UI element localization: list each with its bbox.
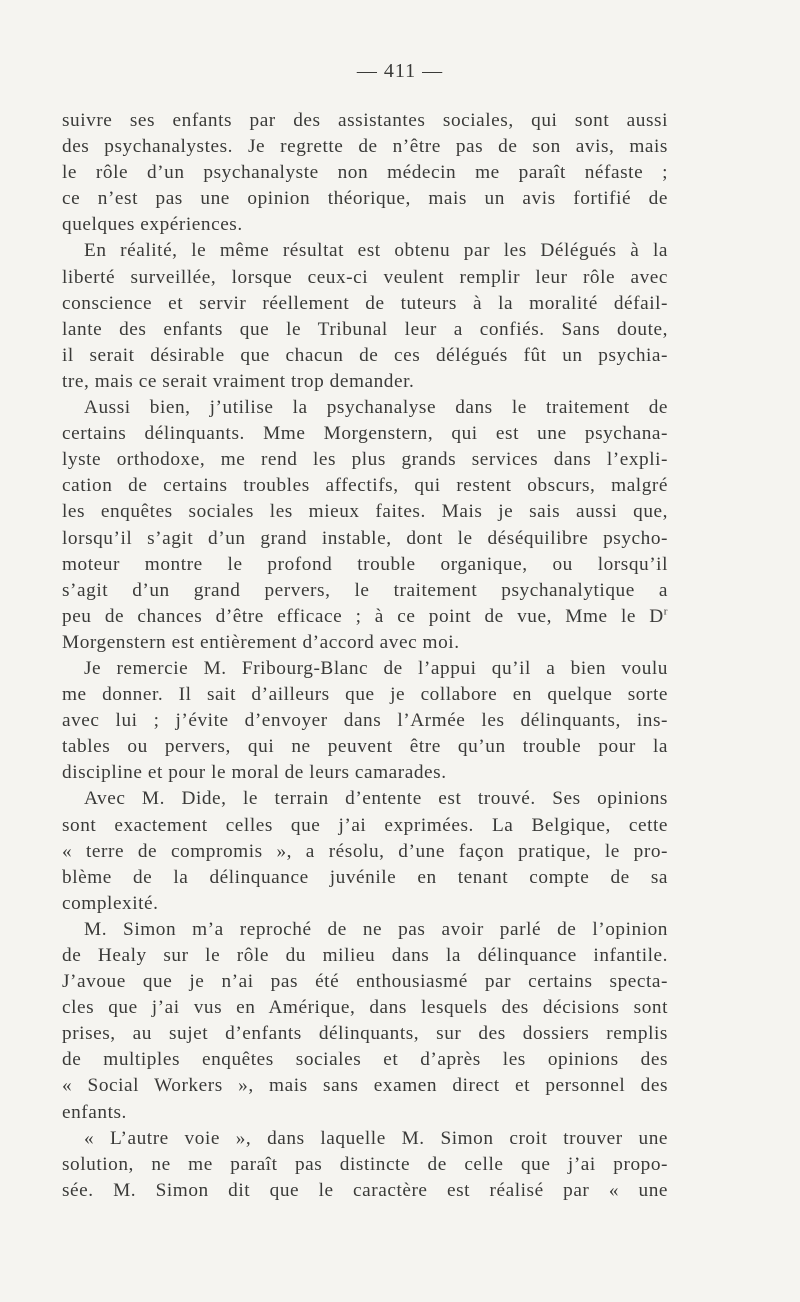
text-line-content: lyste orthodoxe, me rend les plus grands services dans l’expli- — [62, 449, 668, 471]
text-line — [62, 343, 668, 369]
text-line-content: quelques expériences. — [62, 214, 243, 236]
text-line — [62, 1021, 668, 1047]
text-line — [62, 786, 668, 812]
text-line-content: de Healy sur le rôle du milieu dans la délinquance infantile. — [62, 945, 668, 966]
text-line — [62, 604, 668, 630]
text-line — [62, 708, 668, 734]
text-line — [62, 108, 668, 134]
text-line — [62, 1126, 668, 1152]
text-line — [62, 734, 668, 760]
text-line-content: M. Simon m’a reproché de ne pas avoir parlé de l’opinion — [84, 918, 668, 940]
text-line-content: s’agit d’un grand pervers, le traitement psychanalytique a — [62, 579, 668, 601]
text-line — [62, 212, 668, 238]
text-line-content: sée. M. Simon dit que le caractère est réalisé par « une — [62, 1179, 668, 1201]
text-line — [62, 317, 668, 343]
text-line — [62, 369, 668, 395]
text-line-content: Avec M. Dide, le terrain d’entente est trouvé. Ses opinions — [84, 788, 668, 810]
text-line-content: peu de chances d’être efficace ; à ce point de vue, Mme le D — [62, 605, 664, 627]
text-line — [62, 291, 668, 317]
text-line-content: En réalité, le même résultat est obtenu par les Délégués à la — [84, 240, 668, 262]
text-line-content: cles que j’ai vus en Amérique, dans lesquels des décisions sont — [62, 997, 668, 1019]
text-line — [62, 813, 668, 839]
text-line — [62, 447, 668, 473]
text-line-content: moteur montre le profond trouble organique, ou lorsqu’il — [62, 553, 668, 575]
text-line-content: « terre de compromis », a résolu, d’une façon pratique, le pro- — [62, 840, 668, 862]
text-line — [62, 943, 668, 969]
text-line-content: solution, ne me paraît pas distincte de celle que j’ai propo- — [62, 1153, 668, 1175]
text-line-content: lante des enfants que le Tribunal leur a confiés. Sans doute, — [62, 318, 668, 340]
text-line-content: Morgenstern est entièrement d’accord avec moi. — [62, 631, 460, 653]
text-line — [62, 630, 668, 656]
text-line-content: enfants. — [62, 1101, 127, 1123]
text-line — [62, 134, 668, 160]
text-line-content: lorsqu’il s’agit d’un grand instable, dont le déséquilibre psycho- — [62, 527, 668, 549]
text-line-content: ce n’est pas une opinion théorique, mais un avis fortifié de — [62, 188, 668, 210]
text-line — [62, 499, 668, 525]
text-line — [62, 1047, 668, 1073]
text-line — [62, 969, 668, 995]
text-line — [62, 839, 668, 865]
text-line-content: blème de la délinquance juvénile en tenant compte de sa — [62, 866, 668, 888]
text-line — [62, 1178, 668, 1204]
text-line — [62, 682, 668, 708]
text-line — [62, 917, 668, 943]
text-line-content: me donner. Il sait d’ailleurs que je collabore en quelque sorte — [62, 684, 668, 706]
text-line — [62, 395, 668, 421]
text-line-content: suivre ses enfants par des assistantes sociales, qui sont aussi — [62, 110, 668, 131]
text-line — [62, 238, 668, 264]
text-line — [62, 865, 668, 891]
text-line — [62, 160, 668, 186]
text-line — [62, 1100, 668, 1126]
text-line-content: tre, mais ce serait vraiment trop demander. — [62, 370, 415, 392]
text-line-content: les enquêtes sociales les mieux faites. Mais je sais aussi que, — [62, 501, 668, 523]
text-line-content: il serait désirable que chacun de ces délégués fût un psychia- — [62, 344, 668, 366]
text-line-content: Je remercie M. Fribourg-Blanc de l’appui qu’il a bien voulu — [84, 657, 668, 679]
text-line — [62, 421, 668, 447]
text-line-content: sont exactement celles que j’ai exprimées. La Belgique, cette — [62, 814, 668, 836]
text-line — [62, 578, 668, 604]
text-line-content: des psychanalystes. Je regrette de n’être pas de son avis, mais — [62, 136, 668, 158]
text-line-content: « L’autre voie », dans laquelle M. Simon croit trouver une — [84, 1127, 668, 1149]
text-line — [62, 891, 668, 917]
text-line-content: conscience et servir réellement de tuteurs à la moralité défail- — [62, 292, 668, 314]
text-line-content: discipline et pour le moral de leurs camarades. — [62, 762, 447, 784]
text-line-content: liberté surveillée, lorsque ceux-ci veulent remplir leur rôle avec — [62, 266, 668, 288]
body-text — [62, 108, 668, 1204]
text-line-content: certains délinquants. Mme Morgenstern, qui est une psychana- — [62, 423, 668, 445]
text-line — [62, 186, 668, 212]
text-line-content: de multiples enquêtes sociales et d’après les opinions des — [62, 1049, 668, 1071]
text-line — [62, 995, 668, 1021]
text-line — [62, 552, 668, 578]
text-line — [62, 526, 668, 552]
text-line-content: avec lui ; j’évite d’envoyer dans l’Armée les délinquants, ins- — [62, 710, 668, 732]
text-line-content: Aussi bien, j’utilise la psychanalyse dans le traitement de — [84, 397, 668, 419]
text-line — [62, 265, 668, 291]
text-line-content: prises, au sujet d’enfants délinquants, sur des dossiers remplis — [62, 1023, 668, 1045]
text-line — [62, 656, 668, 682]
page-number: — 411 — — [356, 60, 444, 82]
text-line — [62, 1152, 668, 1178]
text-line-content: « Social Workers », mais sans examen direct et personnel des — [62, 1075, 668, 1097]
text-line — [62, 473, 668, 499]
text-line-content: J’avoue que je n’ai pas été enthousiasmé par certains specta- — [62, 971, 668, 993]
text-line-content: cation de certains troubles affectifs, qui restent obscurs, malgré — [62, 475, 668, 497]
text-line-content: tables ou pervers, qui ne peuvent être qu’un trouble pour la — [62, 736, 668, 758]
text-line-content: complexité. — [62, 892, 159, 914]
superscript: r — [663, 605, 668, 618]
text-line — [62, 760, 668, 786]
text-line-content: le rôle d’un psychanalyste non médecin me paraît néfaste ; — [62, 162, 668, 184]
text-line — [62, 1073, 668, 1099]
